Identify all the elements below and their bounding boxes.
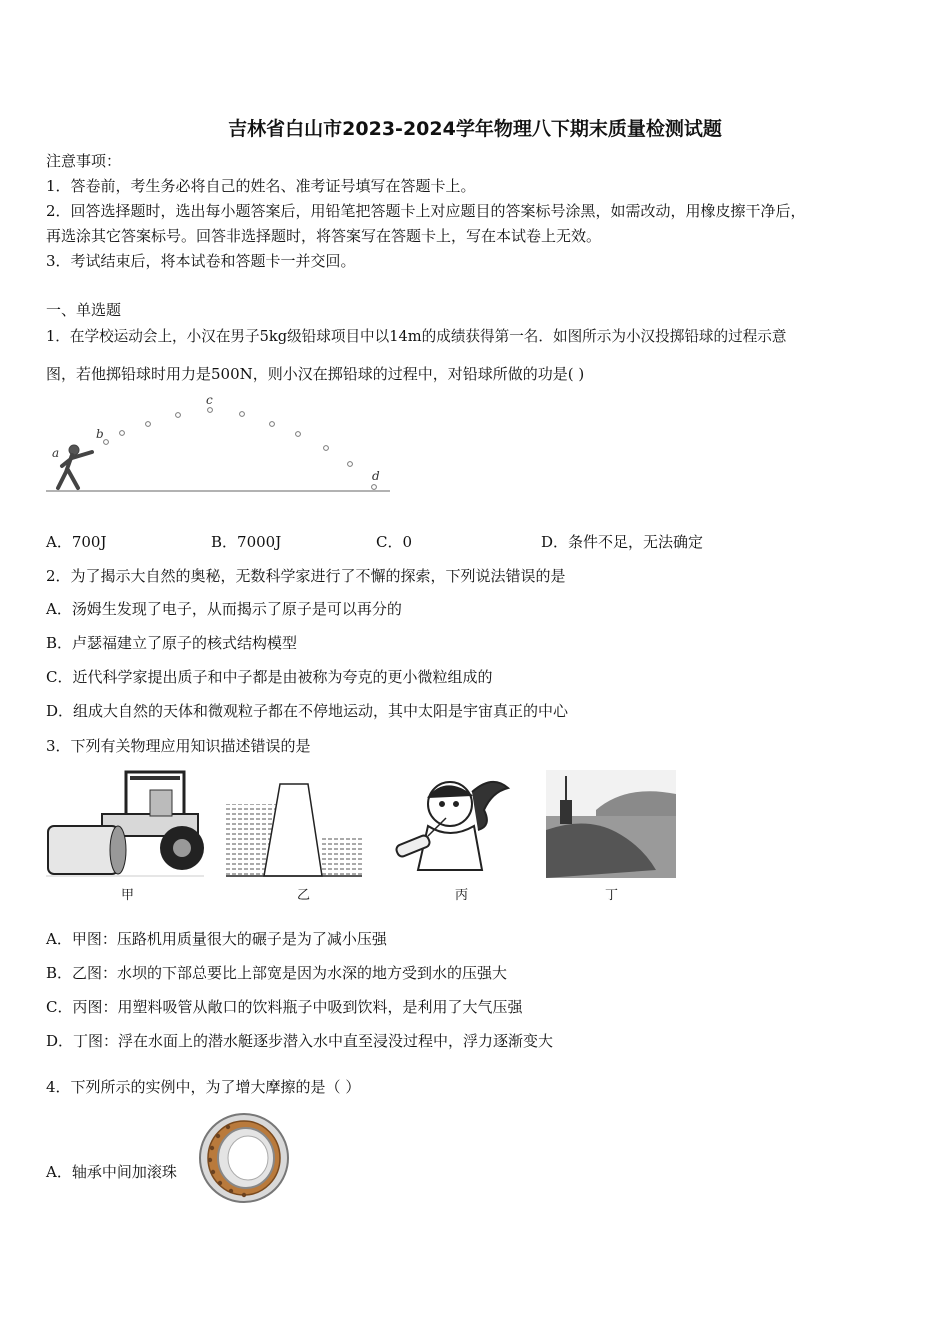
trajectory-point (296, 432, 301, 437)
q3-stem: 3．下列有关物理应用知识描述错误的是 (46, 737, 311, 755)
notice-item-2: 2．回答选择题时，选出每小题答案后，用铅笔把答题卡上对应题目的答案标号涂黑，如需改动，用橡皮擦干净后， (46, 202, 806, 220)
q2-option-b: B．卢瑟福建立了原子的核式结构模型 (46, 634, 298, 652)
trajectory-point (324, 446, 329, 451)
point-label-b: b (96, 427, 104, 441)
section-heading: 一、单选题 (46, 301, 122, 319)
point-label-a: a (52, 446, 60, 460)
q3-option-c: C．丙图：用塑料吸管从敞口的饮料瓶子中吸到饮料，是利用了大气压强 (46, 998, 523, 1016)
q1-stem-line-1: 1．在学校运动会上，小汉在男子5kg级铅球项目中以14m的成绩获得第一名．如图所示为小汉投掷铅球的过程示意 (46, 328, 787, 345)
exam-title: 吉林省白山市2023-2024学年物理八下期末质量检测试题 (228, 118, 722, 140)
dam-body (264, 784, 322, 876)
notice-item-2-cont: 再选涂其它答案标号。回答非选择题时，将答案写在答题卡上，写在本试卷上无效。 (46, 227, 602, 245)
trajectory-point (176, 413, 181, 418)
figure-caption-yi: 乙 (297, 888, 311, 903)
trajectory-point (348, 462, 353, 467)
figure-caption-ding: 丁 (605, 888, 619, 903)
ponytail (472, 782, 508, 830)
q2-option-d: D．组成大自然的天体和微观粒子都在不停地运动，其中太阳是宇宙真正的中心 (46, 702, 569, 720)
q1-option-b: B．7000J (211, 533, 282, 551)
girl-drinking-figure (388, 770, 518, 880)
notice-item-1: 1．答卷前，考生务必将自己的姓名、准考证号填写在答题卡上。 (46, 177, 476, 195)
trajectory-point (120, 431, 125, 436)
q1-stem-line-2: 图，若他掷铅球时用力是500N，则小汉在掷铅球的过程中，对铅球所做的功是( ) (46, 365, 585, 383)
trajectory-point (208, 408, 213, 413)
trajectory-point (240, 412, 245, 417)
q4-option-a: A．轴承中间加滚珠 (46, 1163, 177, 1181)
point-label-c: c (206, 393, 213, 407)
conning-tower (560, 800, 572, 824)
trajectory-point (372, 485, 377, 490)
shot-put-trajectory-figure (44, 392, 394, 500)
figure-caption-bing: 丙 (455, 888, 469, 903)
submarine-figure (546, 770, 676, 878)
q3-option-d: D．丁图：浮在水面上的潜水艇逐步潜入水中直至浸没过程中，浮力逐渐变大 (46, 1032, 554, 1050)
q1-option-a: A．700J (46, 533, 107, 551)
point-label-d: d (372, 469, 380, 483)
ball-bearing-figure (194, 1108, 294, 1206)
notice-heading: 注意事项： (46, 152, 122, 170)
q3-option-a: A．甲图：压路机用质量很大的碾子是为了减小压强 (46, 930, 387, 948)
q4-stem: 4．下列所示的实例中，为了增大摩擦的是（ ） (46, 1078, 361, 1096)
athlete-icon (58, 445, 92, 488)
q1-option-d: D．条件不足，无法确定 (541, 533, 704, 551)
q2-option-c: C．近代科学家提出质子和中子都是由被称为夸克的更小微粒组成的 (46, 668, 493, 686)
road-roller-figure (46, 768, 206, 880)
figure-caption-jia: 甲 (121, 888, 135, 903)
trajectory-point (270, 422, 275, 427)
dam-figure (226, 782, 362, 878)
trajectory-point (104, 440, 109, 445)
q3-option-b: B．乙图：水坝的下部总要比上部宽是因为水深的地方受到水的压强大 (46, 964, 508, 982)
notice-item-3: 3．考试结束后，将本试卷和答题卡一并交回。 (46, 252, 356, 270)
trajectory-point (146, 422, 151, 427)
q2-stem: 2．为了揭示大自然的奥秘，无数科学家进行了不懈的探索，下列说法错误的是 (46, 567, 566, 585)
trajectory-points (104, 408, 377, 490)
q1-option-c: C．0 (376, 533, 413, 551)
downstream-water (322, 838, 362, 876)
roller-drum (48, 826, 118, 874)
q2-option-a: A．汤姆生发现了电子，从而揭示了原子是可以再分的 (46, 600, 402, 618)
